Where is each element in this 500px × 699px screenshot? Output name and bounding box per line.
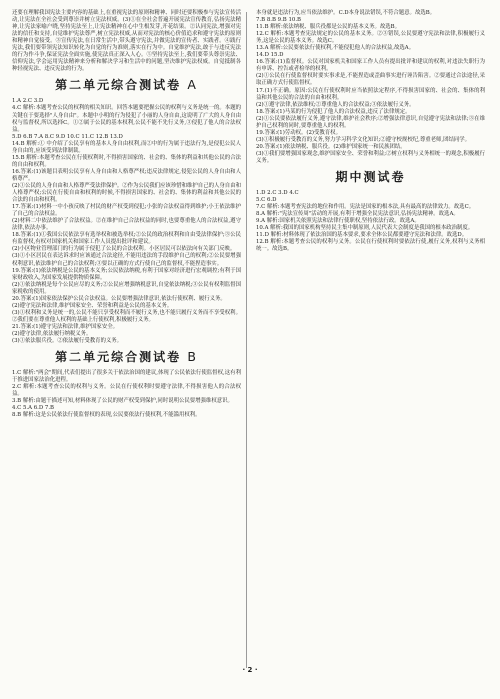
unit2b-title-text: 第二单元综合测试卷	[55, 350, 182, 365]
intro-paragraph: 还要在理解我国宪法主要内容的基础上,在重视宪法的原则和精神、同时还要积极参与宪法宣传活动,让宪法在全社会受到尊崇并树立宪法权威。(3)①在全社会普遍开展宪法宣传教育,弘扬宪法精神,让宪法家喻户晓,坚持宪法至上,让宪法精神在心中生根发芽,开花结果。②认同宪法,增强对宪法的信任和支持,自觉维护宪法尊严,树立宪法权威,从而对宪法的核心价值追求和遵守宪法的原则和精神自觉接受。③宣传宪法,在日常生活中,带头遵守宪法,并做宪法的宣传者、实践者。④践行宪法,我们要带领宪法知识转化为自觉的行为准则,落实在行为中。自觉维护宪法,敢于与违反宪法的行为作斗争,保证宪法全面实施,使宪法真正深入人心。⑤坚持宪法至上,我们要带头尊崇宪法、信仰宪法,学会运用宪法精神来分析和解决学习和生活中的问题,坚决维护宪法权威。自觉抵制各种轻视宪法、违反宪法的行为。	[12, 10, 241, 73]
page-number: · 2 ·	[242, 666, 258, 674]
unit2b-answers: 1.C 解析:"两会"期间,代表们提出了很多关于依法治国的建议,体现了公民依法行使监督权,这有利于推进国家法治化进程。 2.C 解析:本题考查公民的权利与义务。公民在行使权利时要遵守法律,不得损害他人的合法权益。 3.B 解析:由题干描述可知,材料体现了公民的财产权受到保护,同时说明公民要增强维权意识。 4.C 5.A 6.D 7.B 8.B 解析:这是公民依法行使监督权的表现,公民要依法行使权利,不能滥用权利。	[12, 370, 241, 419]
unit2a-title	[12, 78, 241, 92]
unit2b-title-letter: B	[187, 349, 198, 365]
left-column	[12, 10, 241, 419]
unit2a-title-letter: A	[187, 77, 198, 93]
unit2b-title	[12, 350, 241, 364]
column-divider	[246, 12, 247, 668]
unit2a-title-text: 第二单元综合测试卷	[55, 78, 182, 93]
unit2b-answers-continued: 本身就是违法行为,应当依法维护。C.D本身说法错误,不符合题意。故选B。 7.B 8.B 9.B 10.B 11.B 解析:依法纳税、服兵役都是公民的基本义务。故选B。 12.C 解析:本题考查宪法规定的公民的基本义务。②③错误,公民要遵守宪法和法律,积极履行义务,这是公民的基本义务。故选C。 13.A 解析:公民要依法行使权利,不能侵犯他人的合法权益,故选A。 14.D 15.D 16.答案:(1)监督权。公民对国家机关和国家工作人员有提出批评和建议的权利,对违法失职行为有申诉、控告或者检举的权利。 (2)①公民在行使监督权时要实事求是,不能捏造或歪曲事实进行诬告陷害。②要通过合法途径,采取正确方式行使监督权。 17.(1)不正确。原因:公民在行使权利时应当依照法定程序,不得损害国家的、社会的、集体的利益和其他公民的合法的自由和权利。 (2)①遵守法律,依法维权;②尊重他人的合法权益;③依法履行义务。 18.答案:(1)马某的行为侵犯了他人的合法权益,违反了法律规定。 (2)①公民要依法履行义务,遵守法律,维护社会秩序;②增强法律意识,自觉遵守宪法和法律;③在维护自己权利的同时,要尊重他人的权利。 19.答案:(1)劳动权。(2)受教育权。 (3)①积极履行受教育的义务,努力学习科学文化知识;②遵守校规校纪,尊重老师,团结同学。 20.答案:(1)依法纳税、服兵役。(2)维护国家统一和民族团结。 (3)①我们要增强国家观念,维护国家安全、荣誉和利益;②树立权利与义务相统一的观念,积极履行义务。	[256, 10, 485, 164]
unit2a-answers: 1.A 2.C 3.D 4.C 解析:本题考查公民的权利的相关知识。回答本题要把握公民的权利与义务是统一的。本题的关键在于要选择"人身自由"。本题中小明的行为侵犯了小丽的人身自由,这说明了广大的人身自由权与监督权,所以选择C。①②属于公民的基本权利,公民不能不先行义务,③侵犯了他人的合法权益。 5.D 6.B 7.A 8.C 9.D 10.C 11.C 12.B 13.D 14.B 解析:① 中介绍了公民享有的基本人身自由权利,而②中的行为属于违法行为,是侵犯公民人身自由的,应该受到法律制裁。 15.B 解析:本题考查公民在行使权利时,不得损害国家的、社会的、集体的利益和其他公民的合法的自由和权利。 16.答案:(1)该题目表明公民享有人身自由和人格尊严权;违反法律规定,侵犯公民的人身自由和人格尊严。 (2)①公民的人身自由和人格尊严受法律保护。②作为公民我们应该珍惜和维护自己的人身自由和人格尊严权;公民在行使自由和权利的时候,不得损害国家的、社会的、集体的利益和其他公民的合法的自由和权利。 17.答案:(1)材料一中小孩反映了村民的财产权受到侵犯;小张的合法权益得到维护;小王依法维护了自己的合法权益。 (2)材料二中依法维护了合法权益。②在维护自己合法权益的同时,也要尊重他人的合法权益,遵守法律,依法办事。 18.答案:(1)①我国公民依法享有选举权和被选举权;②公民的政治权利和自由受法律保护;③公民有监督权,有权对国家机关和国家工作人员提出批评和建议。 (2)小区物业管理部门的行为属于侵犯了公民的合法权利。小区居民可以依法向有关部门反映。 (3)①小区居民在表达诉求时应该通过合法途径,不能用违法的手段维护自己的权利;②公民要增强权利意识,依法维护自己的合法权利;③要以正确的方式行使自己的监督权,不能捏造事实。 19.答案:(1)依法纳税是公民的基本义务;公民依法纳税,有利于国家对经济进行宏观调控;有利于国家财政收入,为国家发展提供物质保障。 (2)①依法纳税是每个公民应尽的义务;②公民应增强纳税意识,自觉依法纳税;③公民有权利监督国家税收的使用。 20.答案:(1)国家依法保护公民合法权益。公民要增强法律意识,依法行使权利、履行义务。 (2)遵守宪法和法律,维护国家安全、荣誉和利益是公民的基本义务。 (3)①权利和义务是统一的,公民不能只享受权利而不履行义务,也不能只履行义务而不享受权利。②我们要在尊重他人权利的基础上行使权利,积极履行义务。 21.答案:(1)遵守宪法和法律,维护国家安全。 (2)遵守法律,依法履行纳税义务。 (3)①依法服兵役。②依法履行受教育的义务。	[12, 98, 241, 345]
midterm-answers: 1.D 2.C 3.D 4.C 5.C 6.D 7.C 解析:本题考查宪法的地位和作用。宪法是国家的根本法,具有最高的法律效力。故选C。 8.A 解析:"宪法宣传周"活动的开展,有利于增强全民宪法意识,弘扬宪法精神。故选A。 9.A 解析:国家机关依照宪法和法律行使职权,坚持依法行政。故选A。 10.A 解析:我国的国家机构坚持民主集中制原则,人民代表大会制度是我国的根本政治制度。 11.D 解析:材料体现了依法治国的基本要求,要求全体公民都要遵守宪法和法律。故选D。 12.B 解析:本题考查公民的权利与义务。公民在行使权利时要依法行使,履行义务,权利与义务相统一。故选B。	[256, 190, 485, 253]
midterm-title-text: 期中测试卷	[335, 170, 406, 185]
right-column	[256, 10, 485, 253]
midterm-title	[256, 170, 485, 184]
